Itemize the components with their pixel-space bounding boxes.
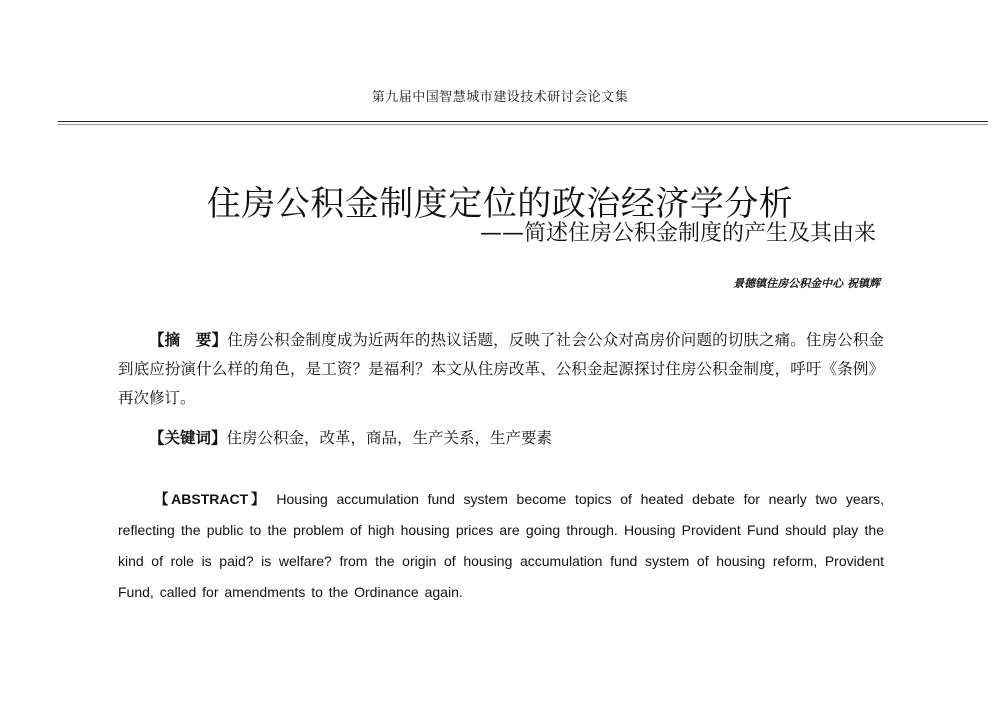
abstract-chinese (118, 326, 884, 413)
header-rule-secondary (58, 124, 988, 125)
keywords-text: 住房公积金，改革，商品，生产关系，生产要素 (226, 429, 553, 447)
abstract-english (118, 484, 884, 608)
running-header: 第九届中国智慧城市建设技术研讨会论文集 (371, 90, 629, 105)
article-subtitle: ——简述住房公积金制度的产生及其由来 (479, 221, 876, 246)
abstract-chinese-label: 【摘 要】 (149, 331, 228, 349)
abstract-chinese-text: 住房公积金制度成为近两年的热议话题，反映了社会公众对高房价问题的切肤之痛。住房公积金到底应扮演什么样的角色，是工资？是福利？本文从住房改革、公积金起源探讨住房公积金制度，呼吁《条例》再次修订。 (118, 331, 884, 407)
keywords (118, 426, 884, 448)
abstract-english-text: Housing accumulation fund system become topics of heated debate for nearly two years, reflecting the public to the problem of high housing prices are going through. Housing Provident Fund should play the kind of role is paid? is welfare? from the origin of housing accumulation fund system of housing reform, Provident Fund, called for amendments to the Ordinance again. (118, 491, 884, 600)
keywords-label: 【关键词】 (149, 429, 227, 447)
author-line: 景德镇住房公积金中心 祝镇辉 (733, 277, 880, 290)
header-rule (58, 121, 988, 122)
article-title: 住房公积金制度定位的政治经济学分析 (206, 184, 794, 224)
abstract-english-label: 【ABSTRACT】 (154, 491, 268, 507)
